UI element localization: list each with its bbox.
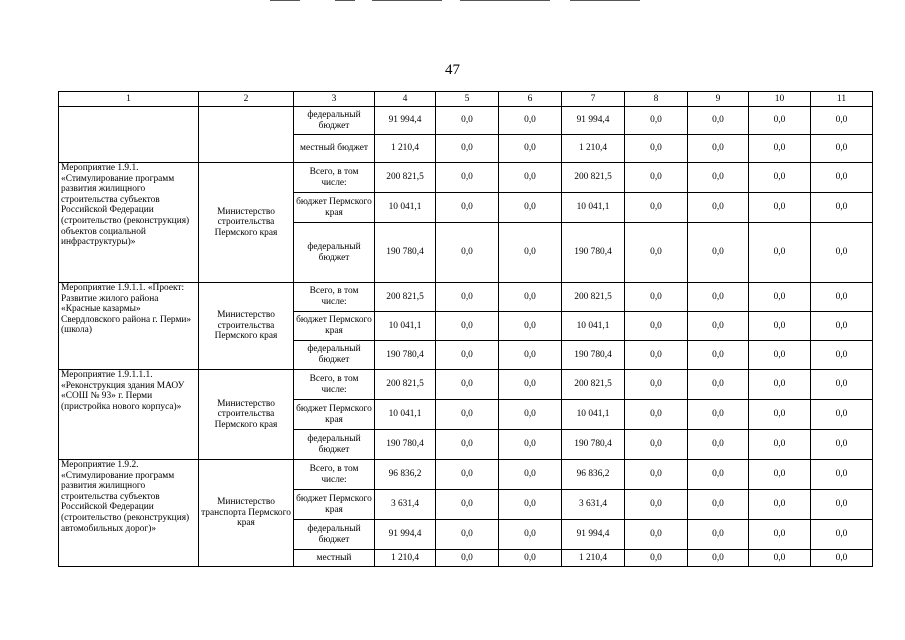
event-name-cell: Мероприятие 1.9.1.1.1. «Реконструкция здания МАОУ «СОШ № 93» г. Перми (пристройка нового корпуса)» [59,370,199,460]
value-cell: 0,0 [625,193,688,223]
value-cell: 3 631,4 [562,490,625,520]
value-cell: 200 821,5 [562,163,625,193]
value-cell: 190 780,4 [562,341,625,370]
value-cell: 200 821,5 [375,283,436,312]
value-cell: 0,0 [499,370,562,400]
column-number-4: 4 [375,92,436,107]
budget-table [58,91,873,567]
value-cell: 0,0 [625,312,688,341]
value-cell: 0,0 [499,223,562,283]
value-cell: 0,0 [436,107,499,135]
value-cell: 0,0 [499,193,562,223]
table-row [59,370,873,400]
funding-source-cell: федеральный бюджет [294,341,375,370]
value-cell: 0,0 [749,520,811,550]
top-rule [460,0,550,1]
value-cell: 0,0 [436,135,499,163]
funding-source-cell: Всего, в том числе: [294,460,375,490]
value-cell: 0,0 [499,107,562,135]
value-cell: 0,0 [499,400,562,430]
value-cell: 0,0 [749,490,811,520]
value-cell: 0,0 [625,283,688,312]
funding-source-cell: бюджет Пермского края [294,193,375,223]
value-cell: 0,0 [436,460,499,490]
value-cell: 0,0 [499,520,562,550]
table-row [59,283,873,312]
value-cell: 0,0 [499,550,562,567]
column-number-2: 2 [199,92,294,107]
value-cell: 0,0 [688,223,749,283]
value-cell: 1 210,4 [562,550,625,567]
value-cell: 0,0 [499,283,562,312]
value-cell: 0,0 [688,370,749,400]
value-cell: 0,0 [749,283,811,312]
value-cell: 1 210,4 [562,135,625,163]
event-name-cell: Мероприятие 1.9.1.1. «Проект: Развитие жилого района «Красные казармы» Свердловского района г. Перми» (школа) [59,283,199,370]
funding-source-cell: Всего, в том числе: [294,370,375,400]
event-name-cell [59,107,199,163]
value-cell: 0,0 [811,430,873,460]
column-number-8: 8 [625,92,688,107]
value-cell: 10 041,1 [562,312,625,341]
column-number-1: 1 [59,92,199,107]
event-name-cell: Мероприятие 1.9.1. «Стимулирование программ развития жилищного строительства субъектов Российской Федерации (строительство (реконструкция) объектов социальной инфраструктуры)» [59,163,199,283]
value-cell: 0,0 [436,223,499,283]
value-cell: 0,0 [811,550,873,567]
value-cell: 91 994,4 [562,107,625,135]
funding-source-cell: бюджет Пермского края [294,490,375,520]
value-cell: 0,0 [811,107,873,135]
column-number-6: 6 [499,92,562,107]
value-cell: 0,0 [499,460,562,490]
value-cell: 0,0 [688,550,749,567]
value-cell: 0,0 [811,223,873,283]
value-cell: 0,0 [811,370,873,400]
value-cell: 0,0 [688,341,749,370]
value-cell: 0,0 [499,490,562,520]
value-cell: 200 821,5 [375,163,436,193]
value-cell: 0,0 [749,550,811,567]
column-number-9: 9 [688,92,749,107]
value-cell: 0,0 [688,312,749,341]
value-cell: 190 780,4 [562,223,625,283]
value-cell: 0,0 [688,193,749,223]
value-cell: 0,0 [499,430,562,460]
value-cell: 0,0 [436,341,499,370]
value-cell: 0,0 [688,135,749,163]
value-cell: 0,0 [625,223,688,283]
value-cell: 10 041,1 [375,312,436,341]
value-cell: 0,0 [499,163,562,193]
ministry-cell: Министерство строительства Пермского края [199,283,294,370]
value-cell: 0,0 [436,370,499,400]
value-cell: 0,0 [436,490,499,520]
value-cell: 0,0 [688,430,749,460]
value-cell: 10 041,1 [562,400,625,430]
value-cell: 0,0 [625,341,688,370]
ministry-cell [199,107,294,163]
value-cell: 0,0 [749,135,811,163]
value-cell: 0,0 [749,460,811,490]
event-name-cell: Мероприятие 1.9.2. «Стимулирование программ развития жилищного строительства субъектов Российской Федерации (строительство (реконструкция) автомобильных дорог)» [59,460,199,567]
value-cell: 0,0 [499,312,562,341]
value-cell: 0,0 [811,312,873,341]
ministry-cell: Министерство строительства Пермского края [199,370,294,460]
value-cell: 200 821,5 [562,283,625,312]
value-cell: 0,0 [811,193,873,223]
value-cell: 0,0 [749,107,811,135]
funding-source-cell: местный бюджет [294,135,375,163]
value-cell: 0,0 [811,283,873,312]
value-cell: 0,0 [625,520,688,550]
value-cell: 0,0 [749,163,811,193]
value-cell: 0,0 [499,341,562,370]
value-cell: 3 631,4 [375,490,436,520]
value-cell: 0,0 [749,193,811,223]
value-cell: 190 780,4 [375,341,436,370]
value-cell: 0,0 [811,490,873,520]
funding-source-cell: федеральный бюджет [294,430,375,460]
value-cell: 0,0 [811,135,873,163]
value-cell: 10 041,1 [375,400,436,430]
column-number-5: 5 [436,92,499,107]
page-number: 47 [445,62,460,78]
value-cell: 0,0 [688,163,749,193]
value-cell: 0,0 [436,193,499,223]
value-cell: 0,0 [625,460,688,490]
value-cell: 0,0 [436,430,499,460]
funding-source-cell: Всего, в том числе: [294,283,375,312]
column-number-7: 7 [562,92,625,107]
value-cell: 0,0 [436,163,499,193]
value-cell: 200 821,5 [375,370,436,400]
funding-source-cell: федеральный бюджет [294,520,375,550]
value-cell: 0,0 [749,223,811,283]
value-cell: 0,0 [625,490,688,520]
value-cell: 10 041,1 [562,193,625,223]
funding-source-cell: бюджет Пермского края [294,400,375,430]
value-cell: 0,0 [749,312,811,341]
column-number-11: 11 [811,92,873,107]
value-cell: 0,0 [811,341,873,370]
table-body [59,92,873,567]
value-cell: 0,0 [811,460,873,490]
value-cell: 0,0 [625,430,688,460]
funding-source-cell: местный [294,550,375,567]
value-cell: 96 836,2 [562,460,625,490]
table-row [59,107,873,135]
value-cell: 0,0 [688,400,749,430]
value-cell: 0,0 [811,400,873,430]
value-cell: 0,0 [499,135,562,163]
value-cell: 0,0 [625,550,688,567]
top-rule [270,0,300,1]
value-cell: 0,0 [436,520,499,550]
value-cell: 0,0 [625,107,688,135]
value-cell: 10 041,1 [375,193,436,223]
value-cell: 1 210,4 [375,135,436,163]
top-rule [335,0,355,1]
value-cell: 96 836,2 [375,460,436,490]
column-number-row [59,92,873,107]
value-cell: 190 780,4 [375,430,436,460]
value-cell: 0,0 [688,107,749,135]
value-cell: 200 821,5 [562,370,625,400]
value-cell: 0,0 [625,135,688,163]
funding-source-cell: федеральный бюджет [294,107,375,135]
value-cell: 0,0 [811,520,873,550]
value-cell: 91 994,4 [562,520,625,550]
value-cell: 0,0 [688,460,749,490]
funding-source-cell: бюджет Пермского края [294,312,375,341]
value-cell: 91 994,4 [375,107,436,135]
value-cell: 0,0 [625,400,688,430]
value-cell: 91 994,4 [375,520,436,550]
ministry-cell: Министерство транспорта Пермского края [199,460,294,567]
column-number-3: 3 [294,92,375,107]
value-cell: 0,0 [436,400,499,430]
top-rule [372,0,442,1]
value-cell: 0,0 [436,550,499,567]
value-cell: 190 780,4 [562,430,625,460]
value-cell: 0,0 [688,283,749,312]
ministry-cell: Министерство строительства Пермского края [199,163,294,283]
value-cell: 0,0 [749,341,811,370]
funding-source-cell: федеральный бюджет [294,223,375,283]
value-cell: 0,0 [688,520,749,550]
funding-source-cell: Всего, в том числе: [294,163,375,193]
value-cell: 0,0 [625,370,688,400]
value-cell: 190 780,4 [375,223,436,283]
value-cell: 0,0 [749,400,811,430]
value-cell: 0,0 [749,430,811,460]
table-row [59,163,873,193]
column-number-10: 10 [749,92,811,107]
value-cell: 0,0 [749,370,811,400]
value-cell: 0,0 [436,283,499,312]
value-cell: 0,0 [625,163,688,193]
table-row [59,460,873,490]
value-cell: 1 210,4 [375,550,436,567]
value-cell: 0,0 [436,312,499,341]
value-cell: 0,0 [688,490,749,520]
value-cell: 0,0 [811,163,873,193]
top-rule [570,0,640,1]
